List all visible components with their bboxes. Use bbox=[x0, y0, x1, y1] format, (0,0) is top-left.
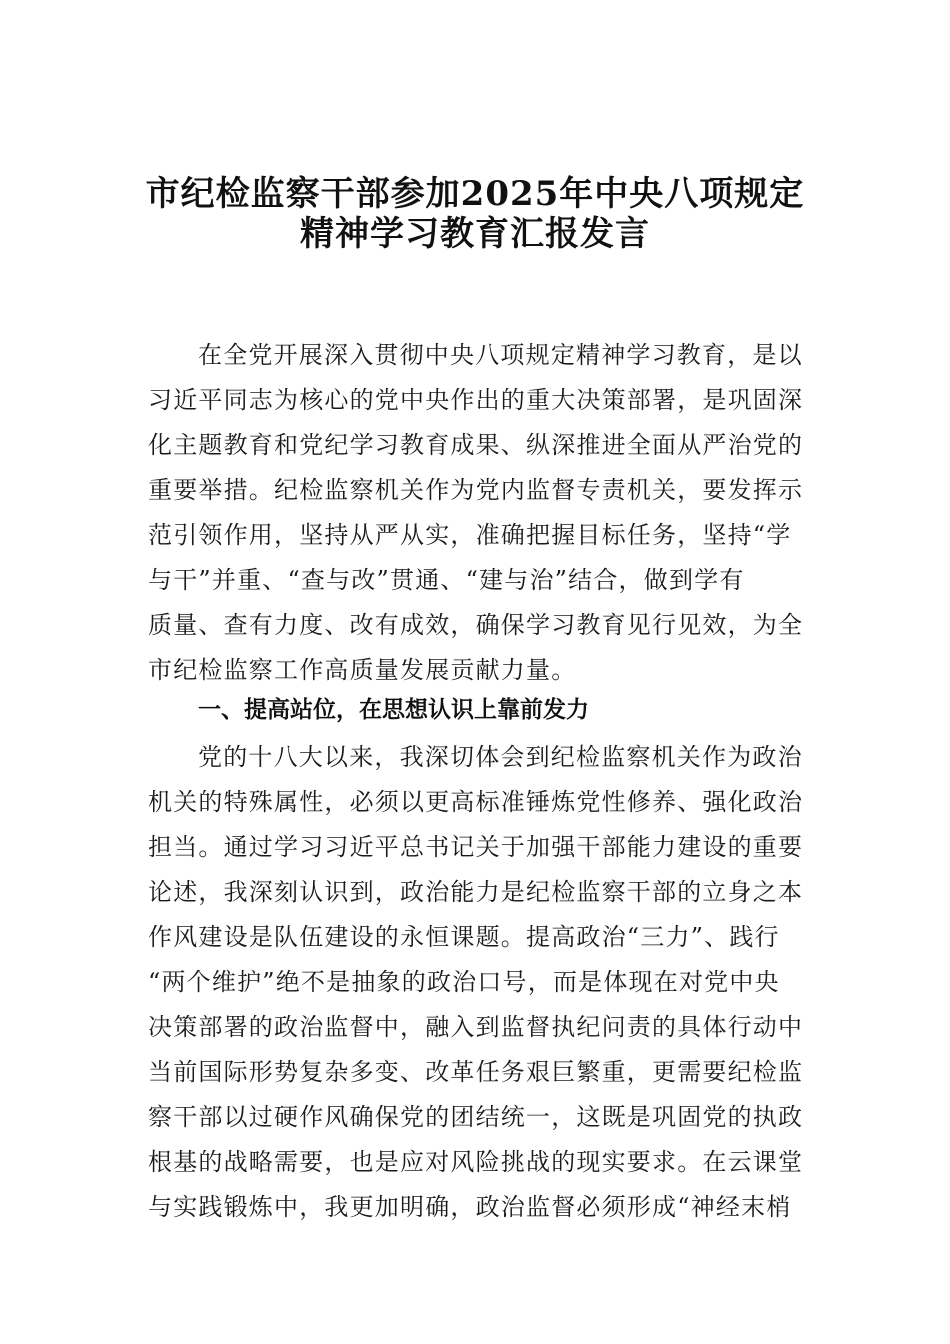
paragraph-line: 根基的战略需要，也是应对风险挑战的现实要求。在云课堂 bbox=[148, 1148, 804, 1176]
paragraph-line: 党的十八大以来，我深切体会到纪检监察机关作为政治 bbox=[198, 743, 803, 771]
paragraph-line: 在全党开展深入贯彻中央八项规定精神学习教育，是以 bbox=[198, 341, 803, 369]
paragraph-line: 机关的特殊属性，必须以更高标准锤炼党性修养、强化政治 bbox=[148, 788, 804, 816]
paragraph-line: 作风建设是队伍建设的永恒课题。提高政治“三力”、践行 bbox=[148, 923, 780, 951]
paragraph-line: 当前国际形势复杂多变、改革任务艰巨繁重，更需要纪检监 bbox=[148, 1058, 804, 1086]
paragraph-line: 化主题教育和党纪学习教育成果、纵深推进全面从严治党的 bbox=[148, 431, 804, 459]
paragraph-line: 习近平同志为核心的党中央作出的重大决策部署，是巩固深 bbox=[148, 386, 804, 414]
paragraph-line: 范引领作用，坚持从严从实，准确把握目标任务，坚持“学 bbox=[148, 521, 792, 549]
paragraph-line: 察干部以过硬作风确保党的团结统一，这既是巩固党的执政 bbox=[148, 1103, 804, 1131]
paragraph-line: 重要举措。纪检监察机关作为党内监督专责机关，要发挥示 bbox=[148, 476, 804, 504]
paragraph-line: 市纪检监察工作高质量发展贡献力量。 bbox=[148, 656, 577, 684]
paragraph-line: 论述，我深刻认识到，政治能力是纪检监察干部的立身之本 bbox=[148, 878, 804, 906]
document-title-line-1: 市纪检监察干部参加2025年中央八项规定 bbox=[145, 174, 805, 214]
paragraph-line: 与干”并重、“查与改”贯通、“建与治”结合，做到学有 bbox=[148, 566, 745, 594]
section-heading: 一、提高站位，在思想认识上靠前发力 bbox=[198, 697, 589, 723]
paragraph-line: 与实践锻炼中，我更加明确，政治监督必须形成“神经末梢 bbox=[148, 1193, 792, 1221]
paragraph-line: “两个维护”绝不是抽象的政治口号，而是体现在对党中央 bbox=[148, 968, 780, 996]
paragraph-line: 担当。通过学习习近平总书记关于加强干部能力建设的重要 bbox=[148, 833, 804, 861]
document-title-line-2: 精神学习教育汇报发言 bbox=[300, 214, 650, 254]
paragraph-line: 质量、查有力度、改有成效，确保学习教育见行见效，为全 bbox=[148, 611, 804, 639]
paragraph-line: 决策部署的政治监督中，融入到监督执纪问责的具体行动中 bbox=[148, 1013, 804, 1041]
